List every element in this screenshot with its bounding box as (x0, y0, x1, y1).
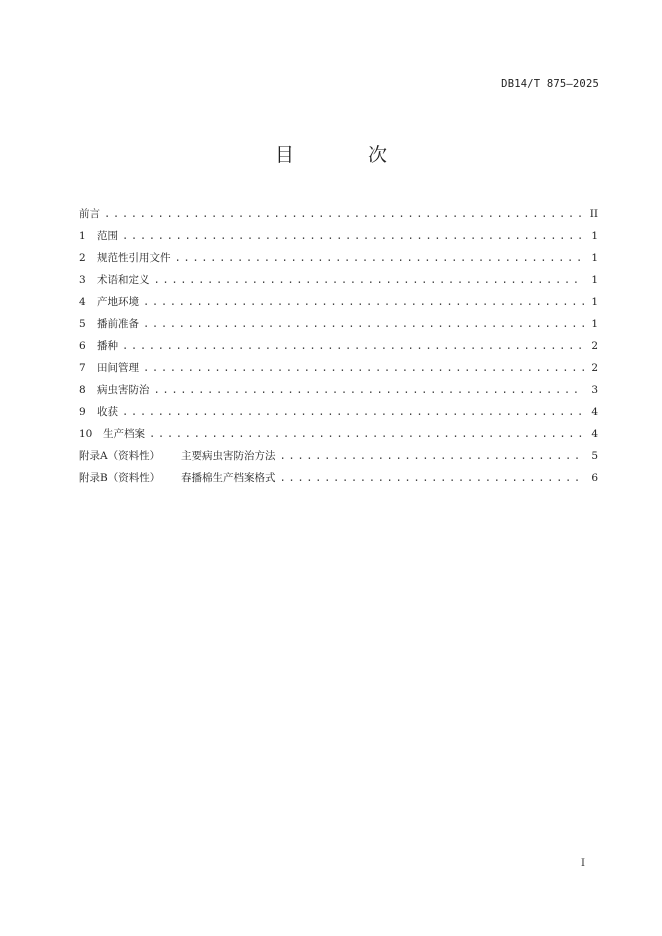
toc-appendix-number: 附录B（资料性） (79, 472, 161, 484)
toc-label: 前言 (79, 208, 100, 220)
toc-entry-environment[interactable] (79, 287, 598, 309)
toc-entry-pest-control[interactable] (79, 375, 598, 397)
table-of-contents (79, 199, 598, 485)
toc-label: 规范性引用文件 (97, 252, 171, 264)
toc-entry-scope[interactable] (79, 221, 598, 243)
toc-label: 病虫害防治 (97, 384, 150, 396)
toc-section-number: 1 (79, 230, 86, 242)
toc-section-number: 6 (79, 340, 86, 352)
toc-leader-dots (143, 295, 584, 309)
toc-page-number: 1 (591, 230, 598, 242)
toc-label: 范围 (97, 230, 118, 242)
page-title: 目 次 (274, 144, 422, 166)
toc-leader-dots (280, 449, 585, 463)
toc-entry-preparation[interactable] (79, 309, 598, 331)
toc-entry-terms[interactable] (79, 265, 598, 287)
toc-page-number: 1 (591, 252, 598, 264)
toc-label: 术语和定义 (97, 274, 150, 286)
toc-page-number: 5 (591, 450, 598, 462)
toc-label: 播前准备 (97, 318, 139, 330)
toc-label: 田间管理 (97, 362, 139, 374)
toc-entry-harvest[interactable] (79, 397, 598, 419)
toc-section-number: 3 (79, 274, 86, 286)
toc-label: 收获 (97, 406, 118, 418)
document-code: DB14/T 875—2025 (501, 78, 599, 90)
toc-entry-appendix-b[interactable] (79, 463, 598, 485)
toc-page-number: 1 (591, 296, 598, 308)
toc-leader-dots (143, 317, 584, 331)
toc-label: 主要病虫害防治方法 (181, 450, 276, 462)
toc-leader-dots (143, 361, 584, 375)
toc-label: 生产档案 (103, 428, 145, 440)
toc-section-number: 4 (79, 296, 86, 308)
toc-leader-dots (280, 471, 585, 485)
toc-section-number: 8 (79, 384, 86, 396)
toc-section-number: 5 (79, 318, 86, 330)
toc-entry-field-management[interactable] (79, 353, 598, 375)
toc-leader-dots (154, 383, 585, 397)
toc-section-number: 7 (79, 362, 86, 374)
toc-section-number: 9 (79, 406, 86, 418)
toc-leader-dots (149, 427, 584, 441)
toc-leader-dots (122, 339, 584, 353)
toc-leader-dots (122, 229, 584, 243)
toc-leader-dots (154, 273, 585, 287)
toc-entry-sowing[interactable] (79, 331, 598, 353)
toc-leader-dots (122, 405, 584, 419)
toc-page-number: 3 (591, 384, 598, 396)
toc-page-number: 6 (591, 472, 598, 484)
toc-section-number: 2 (79, 252, 86, 264)
toc-page-number: 4 (591, 428, 598, 440)
page-number: I (581, 858, 585, 869)
toc-appendix-number: 附录A（资料性） (79, 450, 161, 462)
toc-label: 播种 (97, 340, 118, 352)
toc-page-number: 1 (591, 318, 598, 330)
toc-page-number: 2 (591, 362, 598, 374)
toc-leader-dots (104, 207, 584, 221)
toc-page-number: II (589, 208, 598, 220)
toc-label: 春播棉生产档案格式 (181, 472, 276, 484)
toc-label: 产地环境 (97, 296, 139, 308)
toc-leader-dots (175, 251, 585, 265)
toc-entry-appendix-a[interactable] (79, 441, 598, 463)
toc-page-number: 2 (591, 340, 598, 352)
toc-section-number: 10 (79, 428, 93, 440)
toc-entry-records[interactable] (79, 419, 598, 441)
toc-page-number: 4 (591, 406, 598, 418)
toc-entry-normative-references[interactable] (79, 243, 598, 265)
toc-entry-preface[interactable] (79, 199, 598, 221)
toc-page-number: 1 (591, 274, 598, 286)
